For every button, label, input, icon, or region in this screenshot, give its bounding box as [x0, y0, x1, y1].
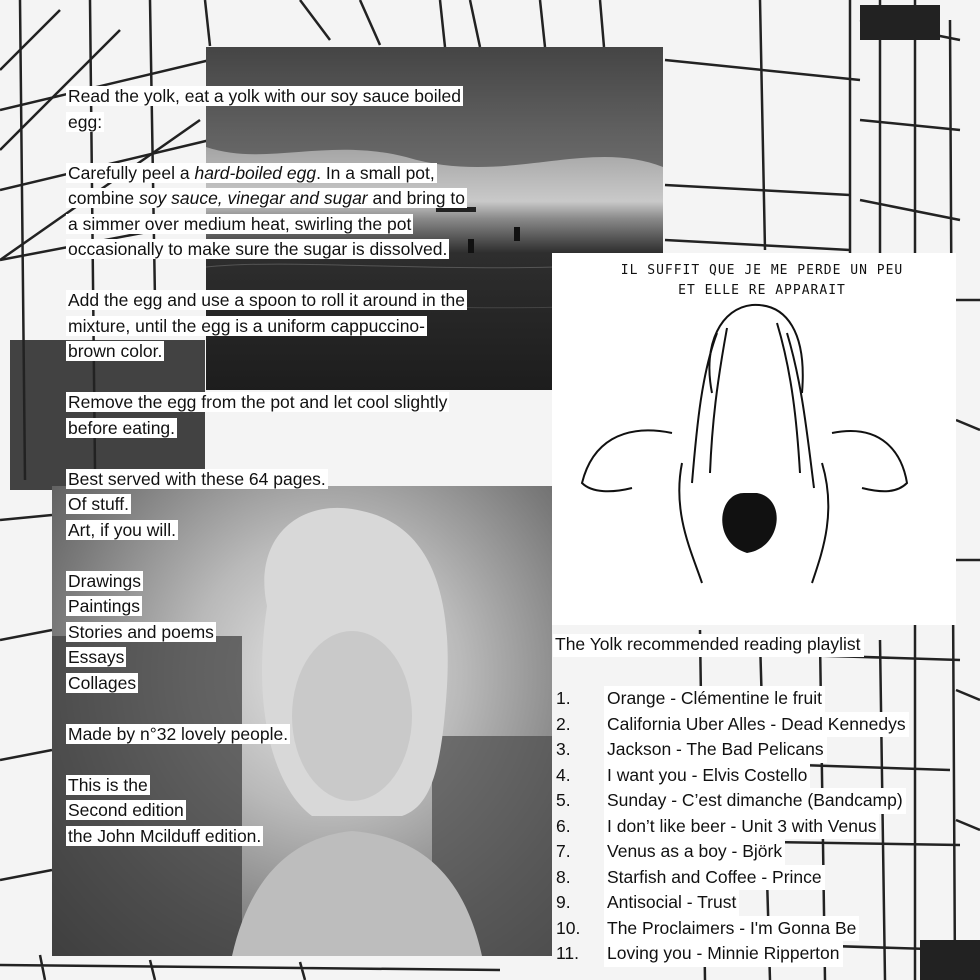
playlist-item-title: Orange - Clémentine le fruit [604, 686, 825, 712]
playlist-item [550, 763, 909, 789]
served-line: Art, if you will. [68, 519, 176, 540]
playlist-item-number: 5. [556, 790, 571, 810]
playlist-item [550, 814, 909, 840]
playlist-item [550, 686, 909, 712]
edition-line: This is the [68, 774, 148, 795]
served-block [66, 467, 466, 544]
recipe-text-column [66, 84, 466, 875]
playlist-item-number: 2. [556, 713, 571, 734]
playlist-title: The Yolk recommended reading playlist [553, 634, 864, 657]
recipe-step-1: Carefully peel a hard-boiled egg. In a small pot, combine soy sauce, vinegar and sugar and bring to a simmer over medium heat, swirling the pot occasionally to make sure the sugar is dissolved. [68, 162, 465, 259]
playlist-item [550, 865, 909, 891]
playlist-item-number: 11. [556, 943, 580, 963]
playlist-item [550, 941, 909, 967]
edition-line: the John Mcilduff edition. [68, 825, 262, 846]
recipe-step-3: Remove the egg from the pot and let cool slightly before eating. [68, 392, 448, 438]
playlist-item-number: 6. [556, 815, 571, 836]
category-item: Collages [68, 672, 137, 693]
playlist-item-title: Antisocial - Trust [604, 890, 739, 916]
playlist-item-title: I want you - Elvis Costello [604, 763, 810, 789]
playlist-item-title: Sunday - C’est dimanche (Bandcamp) [604, 788, 906, 814]
playlist-item [550, 712, 909, 738]
playlist-item [550, 839, 909, 865]
playlist-item-title: Loving you - Minnie Ripperton [604, 941, 843, 967]
made-by-text: Made by n°32 lovely people. [68, 723, 289, 744]
woman-drawing-illustration [552, 253, 956, 625]
category-item: Essays [68, 647, 125, 667]
playlist-item-number: 8. [556, 866, 571, 887]
drawing-caption-line1: IL SUFFIT QUE JE ME PERDE UN PEU [620, 263, 904, 278]
playlist-item [550, 890, 909, 916]
playlist-item-title: California Uber Alles - Dead Kennedys [604, 712, 909, 738]
playlist-item-number: 10. [556, 917, 581, 938]
category-item: Paintings [68, 596, 140, 616]
drawing-caption-line2: ET ELLE RE APPARAIT [678, 283, 846, 298]
category-item: Stories and poems [68, 621, 214, 642]
playlist-item-title: The Proclaimers - I'm Gonna Be [604, 916, 859, 942]
playlist-item-number: 9. [556, 892, 571, 912]
edition-block [66, 773, 466, 850]
playlist-item-number: 3. [556, 739, 571, 759]
playlist-item-number: 4. [556, 764, 571, 785]
playlist-item-number: 1. [556, 688, 571, 708]
recipe-intro: Read the yolk, eat a yolk with our soy sauce boiled egg: [68, 86, 461, 132]
category-item: Drawings [68, 570, 141, 591]
edition-line: Second edition [68, 800, 184, 820]
categories-list [66, 569, 466, 697]
served-line: Best served with these 64 pages. [68, 468, 326, 489]
playlist-item-number: 7. [556, 841, 571, 861]
playlist-item-title: I don’t like beer - Unit 3 with Venus [604, 814, 879, 840]
recipe-step-2: Add the egg and use a spoon to roll it around in the mixture, until the egg is a uniform cappuccino-brown color. [68, 290, 465, 361]
ink-drawing-panel [552, 253, 956, 625]
served-line: Of stuff. [68, 494, 129, 514]
playlist-item [550, 916, 909, 942]
playlist-item [550, 737, 909, 763]
playlist-list [550, 686, 909, 967]
playlist-item-title: Starfish and Coffee - Prince [604, 865, 825, 891]
playlist-item-title: Venus as a boy - Bjӧrk [604, 839, 785, 865]
playlist-item-title: Jackson - The Bad Pelicans [604, 737, 827, 763]
playlist-item [550, 788, 909, 814]
